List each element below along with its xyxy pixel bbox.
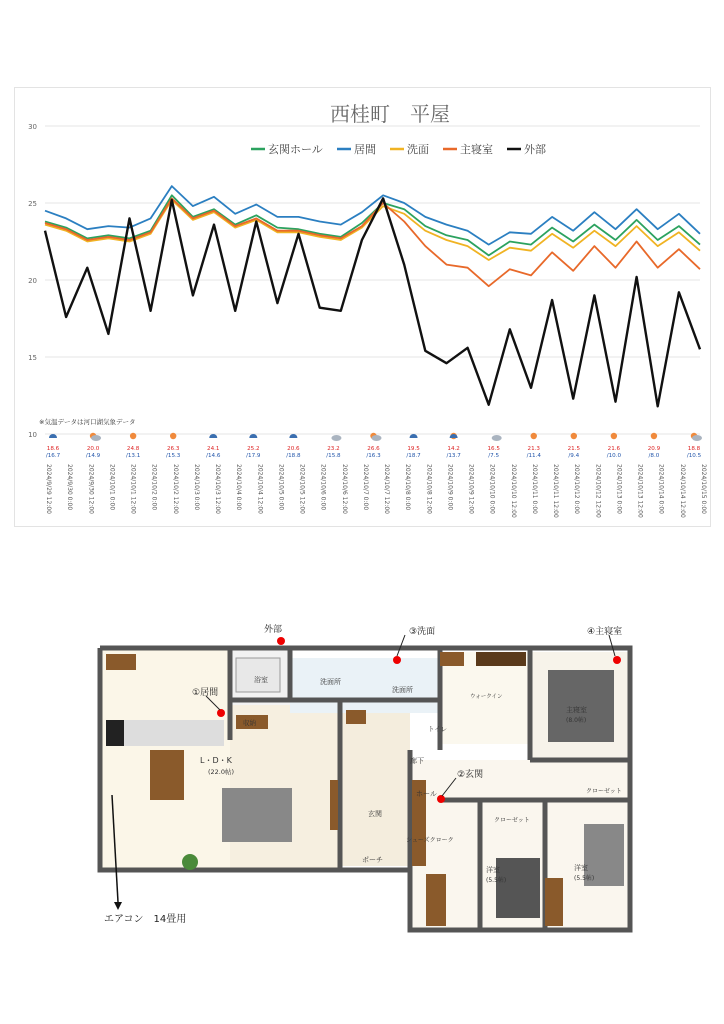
weather-low: /13.7	[446, 453, 461, 459]
weather-low: /15.8	[326, 453, 341, 459]
sun-icon	[571, 433, 577, 439]
y-tick-label: 30	[28, 123, 37, 131]
room-label-western-1: 洋室	[486, 866, 500, 874]
legend-label: 玄関ホール	[268, 143, 323, 156]
weather-low: /18.8	[286, 453, 301, 459]
weather-item	[406, 434, 421, 459]
x-tick-label: 2024/10/11 0:00	[530, 464, 538, 514]
room-label-storage: 収納	[243, 719, 256, 727]
x-tick-label: 2024/10/5 0:00	[277, 464, 285, 511]
sun-icon	[170, 433, 176, 439]
room-label-washroom-1: 洗面所	[320, 678, 341, 686]
room-label-entrance: 玄関	[368, 810, 382, 818]
cloud-icon	[91, 435, 101, 441]
x-tick-label: 2024/10/1 0:00	[108, 464, 116, 511]
x-tick-labels	[45, 464, 707, 518]
chart-title: 西桂町 平屋	[330, 102, 450, 126]
weather-low: /11.4	[526, 453, 541, 459]
weather-high: 25.2	[247, 446, 260, 452]
y-tick-label: 20	[28, 277, 37, 285]
legend-label: 主寝室	[460, 143, 493, 156]
umbrella-icon	[49, 434, 57, 438]
weather-high: 26.6	[367, 446, 380, 452]
sensor-label-living: ①居間	[192, 688, 219, 698]
room-label-toilet: トイレ	[428, 725, 448, 733]
weather-high: 19.5	[407, 446, 420, 452]
cloud-icon	[492, 435, 502, 441]
weather-low: /10.5	[686, 453, 702, 459]
weather-item	[366, 433, 381, 459]
legend-label: 洗面	[407, 143, 429, 156]
weather-low: /13.1	[125, 453, 141, 459]
x-tick-label: 2024/10/12 0:00	[573, 464, 581, 514]
sensor-outside	[277, 637, 285, 645]
legend-label: 外部	[524, 143, 546, 156]
sensor-label-entrance: ②玄関	[457, 770, 484, 780]
weather-low: /14.9	[85, 453, 101, 459]
room-label-bath: 浴室	[254, 676, 268, 684]
sun-icon	[611, 433, 617, 439]
room-label-corridor: 廊下	[410, 757, 424, 765]
weather-low: /7.5	[488, 453, 500, 459]
sensor-label-washroom: ③洗面	[409, 627, 436, 637]
x-tick-label: 2024/10/8 12:00	[425, 464, 433, 514]
y-tick-label: 15	[28, 354, 37, 362]
weather-high: 16.5	[487, 446, 500, 452]
room-label-master: 主寝室	[566, 706, 587, 714]
x-tick-label: 2024/10/11 12:00	[552, 464, 560, 518]
weather-note: ※気温データは河口湖気象データ	[39, 418, 136, 426]
x-tick-label: 2024/10/9 12:00	[467, 464, 475, 514]
weather-row	[46, 433, 702, 459]
weather-high: 20.6	[287, 446, 300, 452]
chart-card	[14, 87, 711, 527]
room-label-shoes: シューズクローク	[406, 837, 454, 844]
weather-low: /18.7	[406, 453, 421, 459]
room-label-ldk: L・D・K	[200, 756, 232, 765]
x-tick-label: 2024/9/30 0:00	[66, 464, 74, 511]
weather-item	[206, 434, 221, 459]
weather-high: 24.1	[207, 446, 220, 452]
room-label-western-2-size: (5.5帖)	[574, 875, 595, 882]
weather-item	[648, 433, 661, 459]
sun-icon	[651, 433, 657, 439]
weather-low: /8.0	[648, 453, 660, 459]
room-label-western-2: 洋室	[574, 864, 588, 872]
weather-high: 23.2	[327, 446, 340, 452]
weather-item	[487, 435, 501, 459]
weather-high: 20.9	[647, 446, 661, 452]
x-tick-label: 2024/10/13 12:00	[636, 464, 644, 518]
room-label-hall: ホール	[416, 790, 437, 798]
sensor-bedroom	[613, 656, 621, 664]
umbrella-icon	[289, 434, 297, 438]
sensor-living	[217, 709, 225, 717]
y-tick-labels	[28, 123, 37, 439]
weather-low: /15.3	[166, 453, 181, 459]
sensor-label-outside: 外部	[264, 625, 283, 635]
weather-high: 18.6	[46, 446, 60, 452]
x-tick-label: 2024/10/13 0:00	[615, 464, 623, 514]
room-label-ldk-size: (22.0帖)	[208, 768, 235, 776]
x-tick-label: 2024/10/4 0:00	[235, 464, 243, 511]
x-tick-label: 2024/10/15 0:00	[700, 464, 707, 514]
weather-high: 24.8	[126, 446, 140, 452]
room-label-porch: ポーチ	[362, 856, 383, 864]
weather-item	[126, 433, 141, 459]
x-tick-label: 2024/10/4 12:00	[256, 464, 264, 514]
room-label-washroom-2: 洗面所	[392, 686, 413, 694]
weather-item	[286, 434, 301, 459]
weather-high: 18.8	[687, 446, 701, 452]
x-tick-label: 2024/10/12 12:00	[594, 464, 602, 518]
x-tick-label: 2024/9/30 12:00	[87, 464, 95, 514]
temperature-chart	[15, 88, 712, 528]
room-label-western-1-size: (5.5帖)	[486, 877, 507, 884]
umbrella-icon	[209, 434, 217, 438]
x-tick-label: 2024/10/10 12:00	[509, 464, 517, 518]
sensor-washroom	[393, 656, 401, 664]
x-tick-label: 2024/10/9 0:00	[446, 464, 454, 511]
x-tick-label: 2024/10/1 12:00	[129, 464, 137, 514]
cloud-icon	[372, 435, 382, 441]
x-tick-label: 2024/10/2 12:00	[171, 464, 179, 514]
x-tick-label: 2024/10/14 0:00	[657, 464, 665, 514]
weather-item	[46, 434, 61, 459]
x-tick-label: 2024/9/29 12:00	[45, 464, 52, 514]
cloud-icon	[331, 435, 341, 441]
weather-high: 20.0	[86, 446, 100, 452]
weather-item	[607, 433, 622, 459]
weather-item	[568, 433, 581, 459]
umbrella-icon	[410, 434, 418, 438]
sensor-entrance	[437, 795, 445, 803]
x-tick-label: 2024/10/14 12:00	[678, 464, 686, 518]
x-tick-label: 2024/10/3 12:00	[214, 464, 222, 514]
weather-item	[246, 434, 261, 459]
room-label-master-size: (8.0帖)	[566, 717, 587, 724]
weather-item	[687, 433, 702, 459]
x-tick-label: 2024/10/7 12:00	[383, 464, 391, 514]
x-tick-label: 2024/10/6 12:00	[340, 464, 348, 514]
weather-low: /9.4	[568, 453, 580, 459]
sun-icon	[130, 433, 136, 439]
x-tick-label: 2024/10/3 0:00	[192, 464, 200, 511]
room-label-walkin: ウォークイン	[470, 694, 503, 700]
weather-item	[326, 435, 341, 459]
weather-low: /14.6	[206, 453, 221, 459]
weather-high: 21.6	[607, 446, 621, 452]
weather-low: /16.3	[366, 453, 381, 459]
weather-item	[166, 433, 181, 459]
x-tick-label: 2024/10/7 0:00	[361, 464, 369, 511]
weather-high: 14.2	[447, 446, 460, 452]
room-label-closet-2: クローゼット	[494, 817, 530, 824]
sun-icon	[531, 433, 537, 439]
x-tick-label: 2024/10/8 0:00	[404, 464, 412, 511]
y-tick-label: 25	[28, 200, 37, 208]
sensor-label-bedroom: ④主寝室	[587, 627, 623, 637]
chart-series-lines	[45, 186, 700, 406]
legend-label: 居間	[354, 143, 376, 156]
weather-high: 21.5	[567, 446, 581, 452]
x-tick-label: 2024/10/2 0:00	[150, 464, 158, 511]
weather-item	[527, 433, 542, 459]
weather-high: 21.3	[527, 446, 540, 452]
chart-legend	[251, 142, 546, 156]
weather-low: /16.7	[45, 453, 61, 459]
weather-low: /10.0	[606, 453, 622, 459]
series-line	[45, 198, 700, 286]
y-tick-label: 10	[28, 431, 37, 439]
cloud-icon	[692, 435, 702, 441]
x-tick-label: 2024/10/5 12:00	[298, 464, 306, 514]
aircon-label: エアコン 14畳用	[104, 914, 187, 925]
weather-item	[446, 433, 461, 459]
weather-high: 26.3	[166, 446, 180, 452]
umbrella-icon	[249, 434, 257, 438]
x-tick-label: 2024/10/6 0:00	[319, 464, 327, 511]
weather-item	[86, 433, 101, 459]
weather-low: /17.9	[246, 453, 261, 459]
floor-plan	[0, 600, 724, 960]
room-label-closet-1: クローゼット	[586, 788, 622, 795]
x-tick-label: 2024/10/10 0:00	[488, 464, 496, 514]
